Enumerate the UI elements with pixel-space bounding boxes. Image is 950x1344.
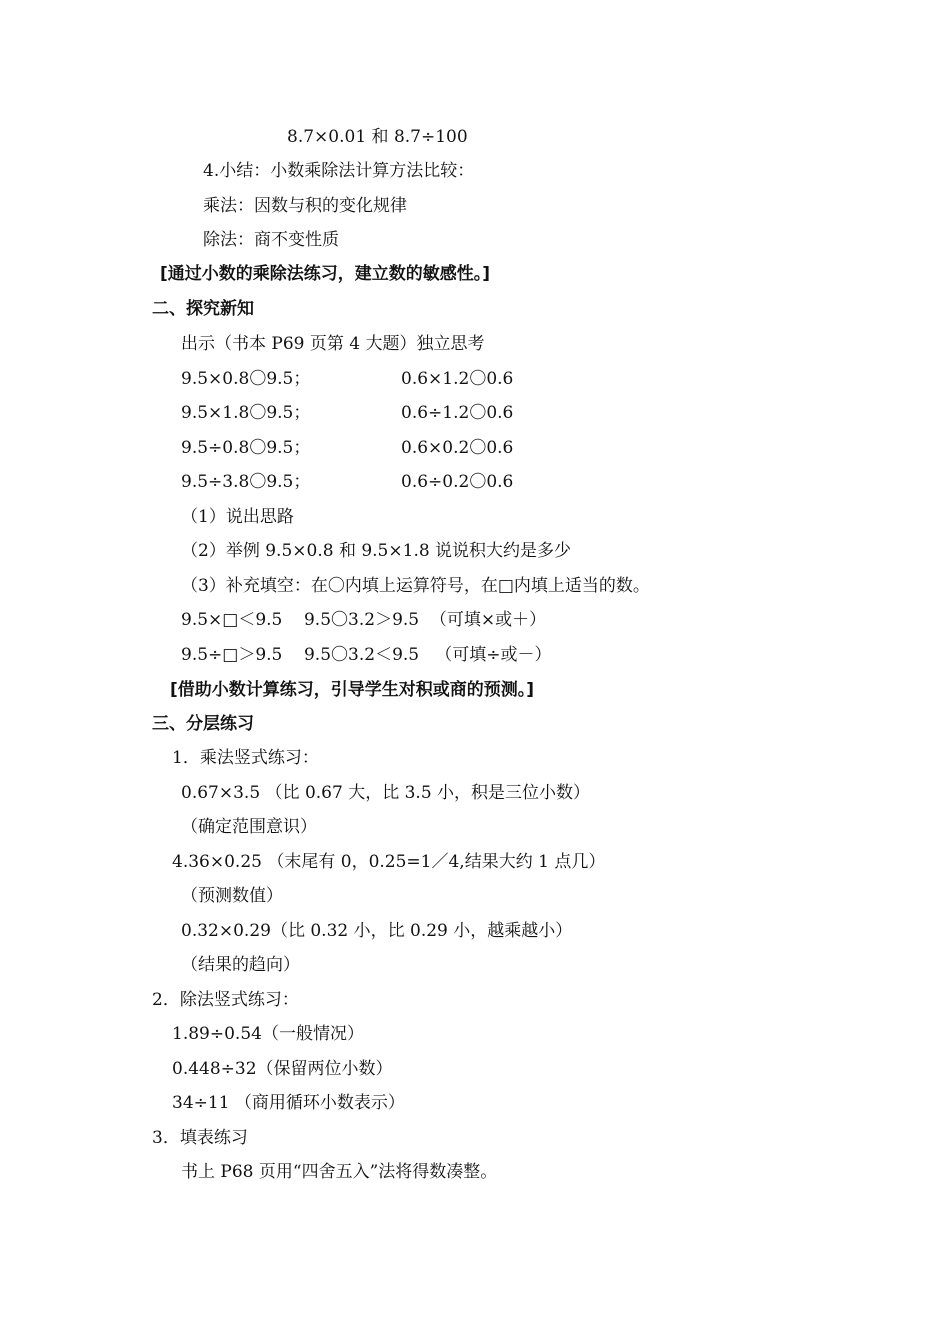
- text-line: 0.6÷1.2〇0.6: [401, 403, 514, 423]
- text-line: 9.5÷□＞9.5 9.5〇3.2＜9.5 （可填÷或－）: [181, 645, 552, 665]
- text-line: 9.5×□＜9.5 9.5〇3.2＞9.5 （可填×或＋）: [181, 610, 547, 630]
- text-line: 1.89÷0.54（一般情况）: [172, 1024, 364, 1044]
- text-line: 书上 P68 页用“四舍五入”法将得数凑整。: [181, 1162, 498, 1182]
- section-heading: 三、分层练习: [152, 714, 254, 734]
- text-line: （2）举例 9.5×0.8 和 9.5×1.8 说说积大约是多少: [181, 541, 572, 561]
- text-line: 9.5×1.8〇9.5；: [181, 403, 311, 423]
- text-line: 0.6×0.2〇0.6: [401, 438, 514, 458]
- text-line: 除法：商不变性质: [203, 230, 339, 250]
- text-line: 0.32×0.29（比 0.32 小，比 0.29 小，越乘越小）: [181, 921, 573, 941]
- text-line: 0.6×1.2〇0.6: [401, 369, 514, 389]
- text-line: 9.5÷0.8〇9.5；: [181, 438, 311, 458]
- text-line: 2．除法竖式练习：: [152, 990, 299, 1010]
- annotation-note: [通过小数的乘除法练习，建立数的敏感性。]: [160, 264, 491, 284]
- text-line: 3．填表练习: [152, 1128, 248, 1148]
- text-line: （结果的趋向）: [181, 955, 300, 975]
- annotation-note: [借助小数计算练习，引导学生对积或商的预测。]: [170, 680, 535, 700]
- text-line: 4.36×0.25 （末尾有 0，0.25=1／4,结果大约 1 点几）: [172, 852, 606, 872]
- section-heading: 二、探究新知: [152, 299, 254, 319]
- text-line: 9.5×0.8〇9.5；: [181, 369, 311, 389]
- text-line: 34÷11 （商用循环小数表示）: [172, 1093, 405, 1113]
- text-line: 0.6÷0.2〇0.6: [401, 472, 514, 492]
- text-line: （1）说出思路: [181, 507, 294, 527]
- text-line: 1．乘法竖式练习：: [172, 748, 319, 768]
- text-line: 4.小结：小数乘除法计算方法比较：: [203, 161, 475, 181]
- text-line: （确定范围意识）: [181, 817, 317, 837]
- text-line: 出示（书本 P69 页第 4 大题）独立思考: [181, 334, 485, 354]
- text-line: （3）补充填空：在〇内填上运算符号，在□内填上适当的数。: [181, 576, 650, 596]
- text-line: （预测数值）: [181, 886, 283, 906]
- text-line: 0.448÷32（保留两位小数）: [172, 1059, 393, 1079]
- text-line: 8.7×0.01 和 8.7÷100: [287, 127, 468, 147]
- text-line: 9.5÷3.8〇9.5；: [181, 472, 311, 492]
- text-line: 0.67×3.5 （比 0.67 大，比 3.5 小，积是三位小数）: [181, 783, 591, 803]
- text-line: 乘法：因数与积的变化规律: [203, 196, 407, 216]
